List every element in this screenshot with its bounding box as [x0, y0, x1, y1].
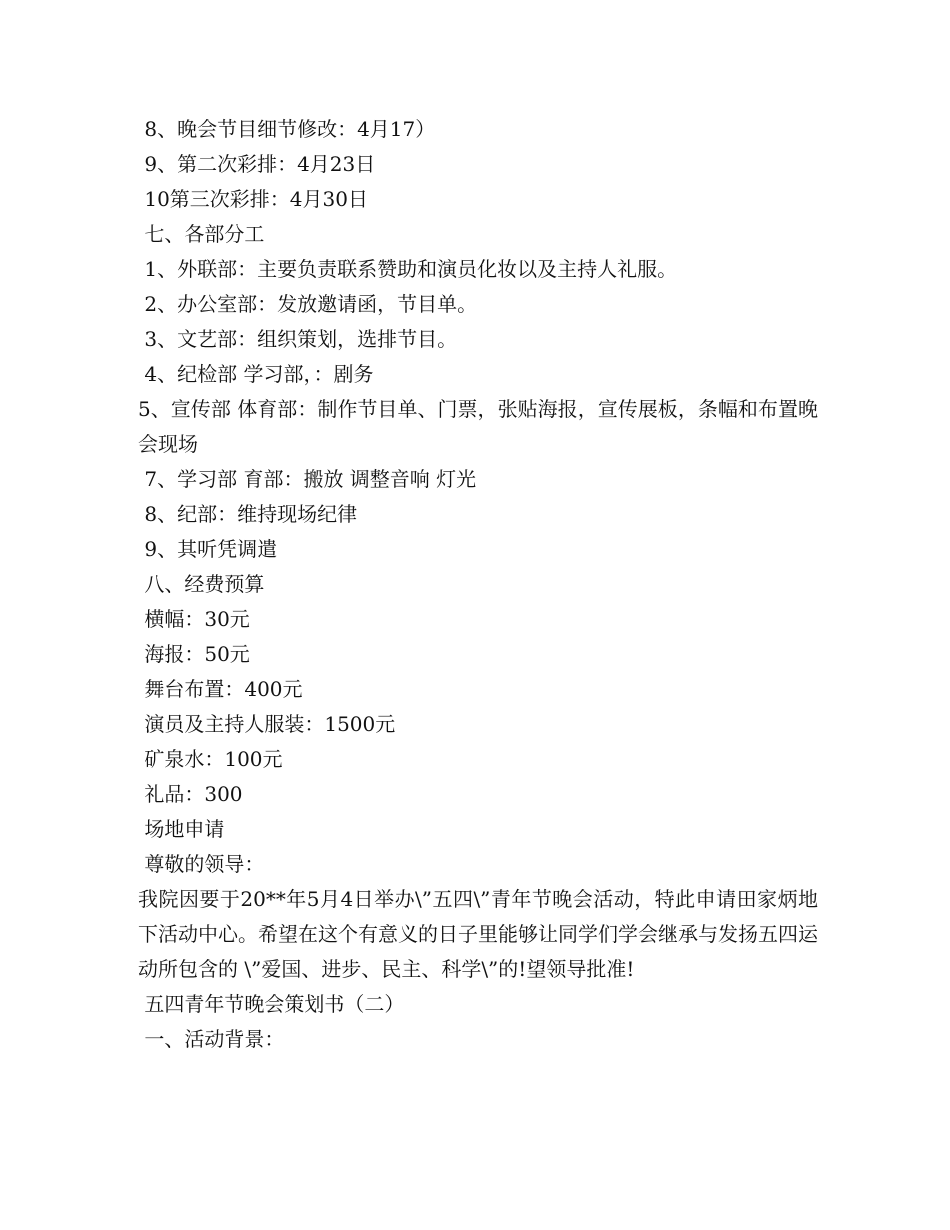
section-heading: 七、各部分工 — [138, 222, 265, 246]
budget-item: 海报：50元 — [138, 642, 250, 666]
text-paragraph: 5、宣传部 体育部：制作节目单、门票，张贴海报，宣传展板，条幅和布置晚会现场 — [138, 397, 818, 456]
text-line: 1、外联部：主要负责联系赞助和演员化妆以及主持人礼服。 — [138, 257, 678, 281]
section-heading: 八、经费预算 — [138, 572, 265, 596]
text-line: 8、纪部：维持现场纪律 — [138, 502, 358, 526]
budget-item: 舞台布置：400元 — [138, 677, 303, 701]
budget-item: 礼品：300 — [138, 782, 243, 806]
text-line: 7、学习部 育部：搬放 调整音响 灯光 — [138, 467, 477, 491]
text-line: 9、第二次彩排：4月23日 — [138, 152, 376, 176]
section-heading: 场地申请 — [138, 817, 225, 841]
text-line: 9、其听凭调遣 — [138, 537, 278, 561]
salutation: 尊敬的领导： — [138, 852, 265, 876]
request-paragraph: 我院因要于20**年5月4日举办\”五四\”青年节晚会活动，特此申请田家炳地下活动中心。希望在这个有意义的日子里能够让同学们学会继承与发扬五四运动所包含的 \”爱国、进步、民主、科学\”的!望领导批准! — [138, 887, 818, 981]
budget-item: 矿泉水：100元 — [138, 747, 283, 771]
section-heading: 一、活动背景： — [138, 1027, 285, 1051]
document-body — [138, 112, 818, 1057]
text-line: 4、纪检部 学习部，：剧务 — [138, 362, 374, 386]
document-title: 五四青年节晚会策划书（二） — [138, 992, 405, 1016]
text-line: 10第三次彩排：4月30日 — [138, 187, 368, 211]
budget-item: 横幅：30元 — [138, 607, 250, 631]
text-line: 3、文艺部：组织策划，选排节目。 — [138, 327, 458, 351]
text-line: 2、办公室部：发放邀请函，节目单。 — [138, 292, 478, 316]
budget-item: 演员及主持人服装：1500元 — [138, 712, 396, 736]
text-line: 8、晚会节目细节修改：4月17） — [138, 117, 436, 141]
